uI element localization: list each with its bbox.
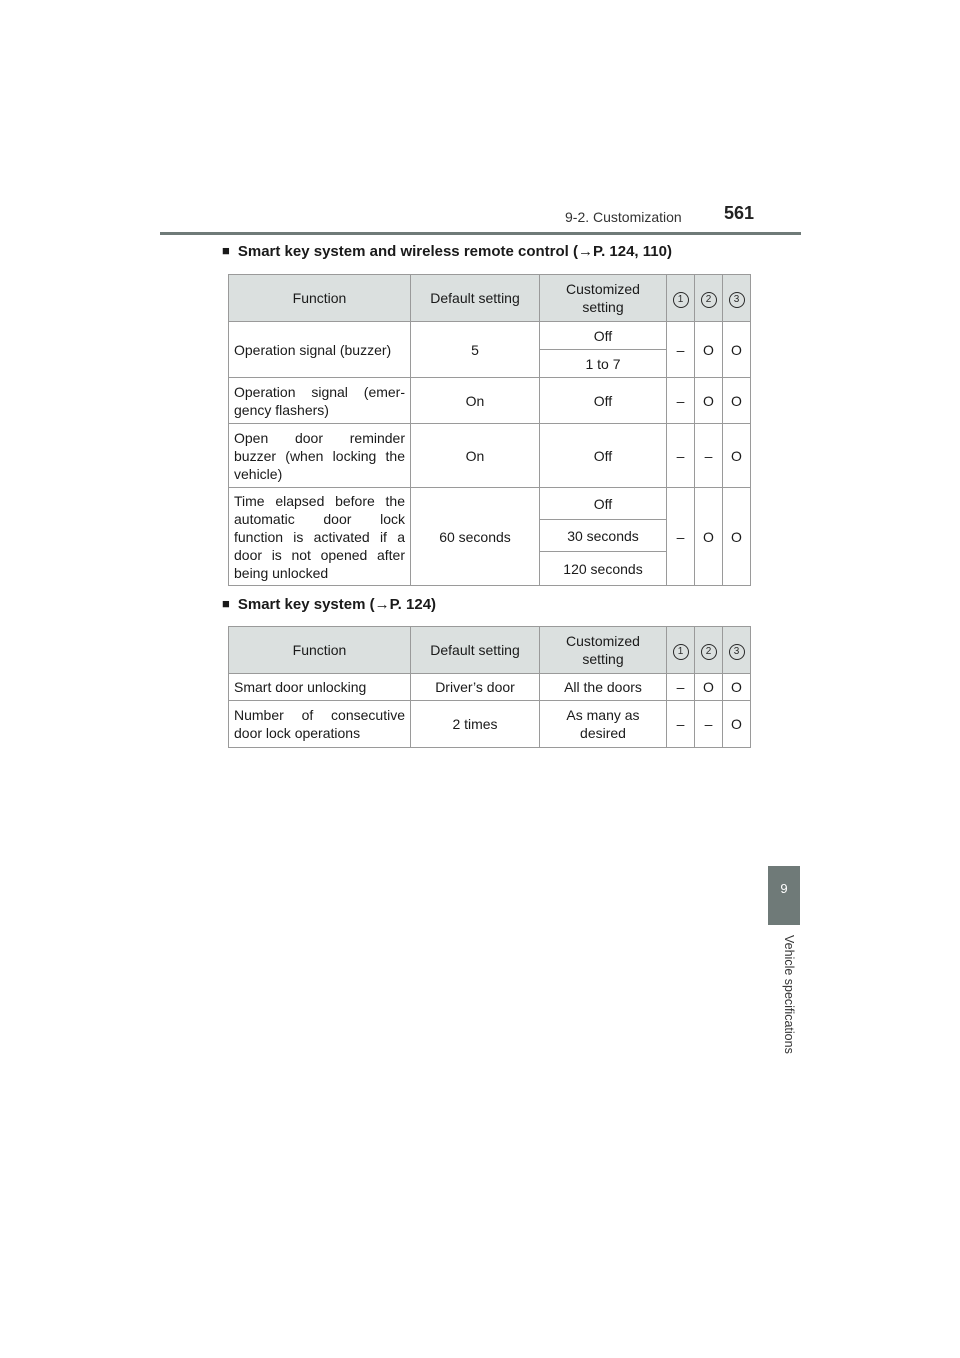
customized-cell: Off: [540, 322, 667, 350]
circled-2-icon: 2: [701, 644, 717, 660]
header-function: Function: [229, 627, 411, 674]
default-cell: On: [411, 424, 540, 488]
table-row: [229, 701, 751, 748]
header-default-setting: Default setting: [411, 275, 540, 322]
mark-cell: –: [667, 322, 695, 378]
function-cell: Smart door unlocking: [229, 674, 411, 701]
mark-cell: O: [695, 674, 723, 701]
customized-cell: Off: [540, 378, 667, 424]
mark-cell: –: [695, 424, 723, 488]
header-function: Function: [229, 275, 411, 322]
circled-1-icon: 1: [673, 292, 689, 308]
mark-cell: –: [667, 488, 695, 586]
square-bullet-icon: ■: [222, 596, 230, 611]
customization-table-smart-key: [228, 626, 751, 748]
mark-cell: O: [723, 424, 751, 488]
mark-cell: –: [667, 674, 695, 701]
header-col-2: [695, 627, 723, 674]
customization-table-remote: [228, 274, 751, 586]
header-col-3: [723, 275, 751, 322]
mark-cell: O: [695, 378, 723, 424]
mark-cell: –: [667, 701, 695, 748]
circled-3-icon: 3: [729, 292, 745, 308]
header-customized-setting: Customized setting: [540, 627, 667, 674]
page-number: 561: [724, 203, 755, 223]
header-col-1: [667, 627, 695, 674]
section-header: 9-2. Customization: [565, 209, 682, 225]
mark-cell: –: [667, 378, 695, 424]
customized-cell: Off: [540, 488, 667, 520]
mark-cell: –: [695, 701, 723, 748]
customized-cell: 120 seconds: [540, 552, 667, 586]
customized-cell: 1 to 7: [540, 350, 667, 378]
header-customized-setting: Customized setting: [540, 275, 667, 322]
circled-1-icon: 1: [673, 644, 689, 660]
default-cell: 60 seconds: [411, 488, 540, 586]
default-cell: Driver’s door: [411, 674, 540, 701]
header-col-1: [667, 275, 695, 322]
circled-2-icon: 2: [701, 292, 717, 308]
table-row: [229, 378, 751, 424]
header-default-setting: Default setting: [411, 627, 540, 674]
mark-cell: O: [723, 488, 751, 586]
customized-cell: 30 seconds: [540, 520, 667, 552]
mark-cell: O: [723, 674, 751, 701]
function-cell: Time elapsed before the automatic door lock function is activated if a door is not opened after being unlocked: [229, 488, 411, 586]
mark-cell: –: [667, 424, 695, 488]
mark-cell: O: [723, 322, 751, 378]
mark-cell: O: [695, 488, 723, 586]
mark-cell: O: [723, 378, 751, 424]
customized-cell: Off: [540, 424, 667, 488]
chapter-label: Vehicle specifications: [782, 935, 796, 1054]
default-cell: On: [411, 378, 540, 424]
section-heading-text: Smart key system (→P. 124): [237, 596, 437, 613]
table-header-row: [229, 275, 751, 322]
mark-cell: O: [695, 322, 723, 378]
header-col-3: [723, 627, 751, 674]
function-cell: Open door reminder buzzer (when locking the vehicle): [229, 424, 411, 488]
table-header-row: [229, 627, 751, 674]
table-row: [229, 424, 751, 488]
customized-cell: As many as desired: [540, 701, 667, 748]
table-row: [229, 322, 751, 350]
section-heading-smart-key: [222, 596, 436, 613]
square-bullet-icon: ■: [222, 243, 230, 258]
function-cell: Number of consecutive door lock operations: [229, 701, 411, 748]
table-row: [229, 674, 751, 701]
mark-cell: O: [723, 701, 751, 748]
header-divider: [160, 232, 801, 235]
function-cell: Operation signal (buzzer): [229, 322, 411, 378]
section-heading-text: Smart key system and wireless remote control (→P. 124, 110): [237, 243, 672, 260]
default-cell: 5: [411, 322, 540, 378]
chapter-tab: 9: [768, 866, 800, 925]
section-heading-remote: [222, 243, 672, 260]
circled-3-icon: 3: [729, 644, 745, 660]
function-cell: Operation signal (emer-gency flashers): [229, 378, 411, 424]
table-row: [229, 488, 751, 520]
customized-cell: All the doors: [540, 674, 667, 701]
default-cell: 2 times: [411, 701, 540, 748]
header-col-2: [695, 275, 723, 322]
